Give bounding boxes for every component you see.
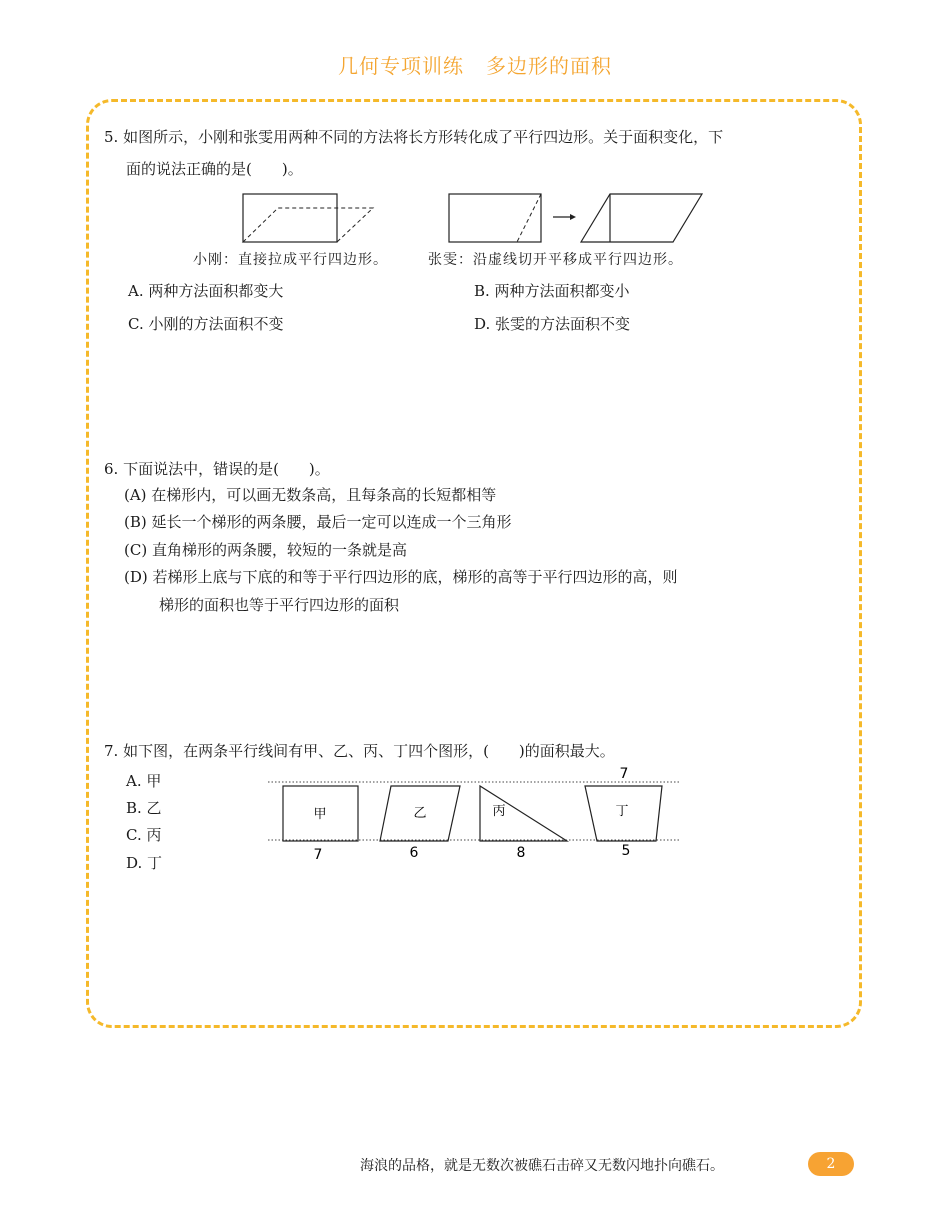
q5-option-d: D. 张雯的方法面积不变 [474, 315, 631, 333]
q7-length-jia: 7 [313, 847, 323, 863]
q6-option-d-line2: 梯形的面积也等于平行四边形的面积 [159, 596, 400, 614]
q6-option-b: (B) 延长一个梯形的两条腰，最后一定可以连成一个三角形 [124, 513, 512, 531]
q7-length-bing: 8 [516, 845, 526, 861]
q5-option-c: C. 小刚的方法面积不变 [128, 315, 284, 333]
header-title-left: 几何专项训练 [338, 54, 464, 78]
q5-option-a: A. 两种方法面积都变大 [128, 282, 284, 300]
q7-label-yi: 乙 [413, 806, 427, 821]
q7-option-b: B. 乙 [126, 799, 162, 817]
q7-stem: 7. 如下图，在两条平行线间有甲、乙、丙、丁四个图形，( )的面积最大。 [104, 742, 615, 760]
q6-option-d-line1: (D) 若梯形上底与下底的和等于平行四边形的底，梯形的高等于平行四边形的高，则 [124, 568, 678, 586]
q7-label-bing: 丙 [492, 804, 506, 819]
page-number-badge: 2 [808, 1152, 854, 1176]
q7-option-a: A. 甲 [126, 772, 162, 790]
q6-stem: 6. 下面说法中，错误的是( )。 [104, 460, 330, 478]
q5-caption-right: 张雯：沿虚线切开平移成平行四边形。 [428, 252, 683, 268]
q7-length-yi: 6 [409, 845, 419, 861]
q5-stem-line2: 面的说法正确的是( )。 [126, 160, 303, 178]
q7-top-length: 7 [619, 766, 629, 782]
q5-option-b: B. 两种方法面积都变小 [474, 282, 630, 300]
header-title-right: 多边形的面积 [486, 54, 612, 78]
q7-option-c: C. 丙 [126, 826, 162, 844]
q6-option-a: (A) 在梯形内，可以画无数条高，且每条高的长短都相等 [124, 486, 497, 504]
q7-option-d: D. 丁 [126, 854, 163, 872]
footer-quote: 海浪的品格，就是无数次被礁石击碎又无数闪地扑向礁石。 [360, 1158, 724, 1174]
q5-caption-left: 小刚：直接拉成平行四边形。 [193, 252, 388, 268]
q7-length-ding: 5 [621, 843, 631, 859]
q7-label-jia: 甲 [313, 807, 327, 822]
q7-label-ding: 丁 [615, 804, 629, 819]
q6-option-c: (C) 直角梯形的两条腰，较短的一条就是高 [124, 541, 407, 559]
q5-stem-line1: 5. 如图所示，小刚和张雯用两种不同的方法将长方形转化成了平行四边形。关于面积变化，下 [104, 128, 724, 146]
